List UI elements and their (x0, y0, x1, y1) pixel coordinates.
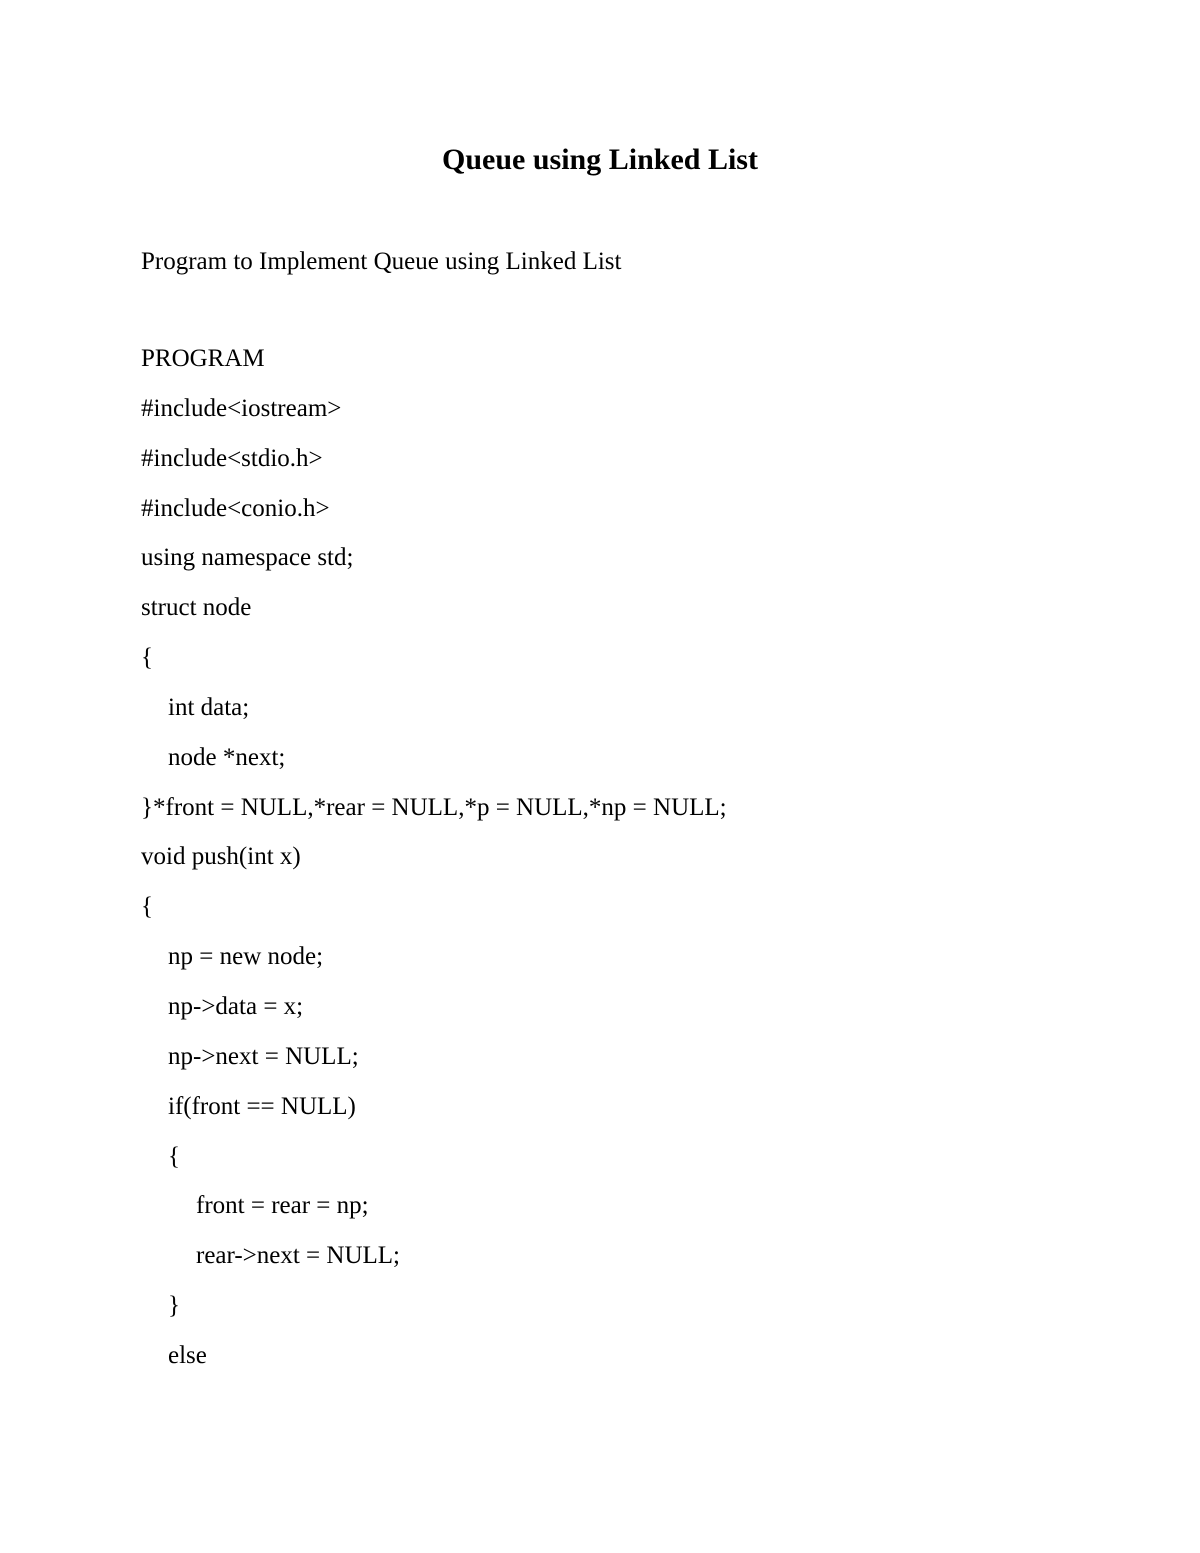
document-subtitle: Program to Implement Queue using Linked List (141, 248, 622, 275)
code-line: else (168, 1341, 207, 1369)
code-line: np->next = NULL; (168, 1042, 359, 1070)
code-line: #include<stdio.h> (141, 444, 323, 472)
code-line: using namespace std; (141, 544, 354, 572)
code-line: np = new node; (168, 943, 324, 971)
code-line: PROGRAM (141, 345, 265, 372)
code-line: struct node (141, 594, 252, 622)
code-line: np->data = x; (168, 992, 304, 1020)
code-line: rear->next = NULL; (196, 1242, 401, 1270)
code-line: { (141, 644, 153, 672)
code-line: { (168, 1142, 180, 1170)
code-line: #include<conio.h> (141, 494, 330, 522)
code-line: }*front = NULL,*rear = NULL,*p = NULL,*np = NULL; (141, 793, 727, 821)
code-line: #include<iostream> (141, 394, 342, 422)
code-line: if(front == NULL) (168, 1092, 356, 1120)
code-line: int data; (168, 693, 250, 721)
code-listing (141, 342, 727, 1389)
code-line: front = rear = np; (196, 1192, 369, 1220)
code-line: { (141, 893, 153, 921)
code-line: node *next; (168, 743, 286, 771)
page-title: Queue using Linked List (442, 143, 758, 176)
code-line: void push(int x) (141, 843, 301, 871)
code-line: } (168, 1292, 180, 1320)
